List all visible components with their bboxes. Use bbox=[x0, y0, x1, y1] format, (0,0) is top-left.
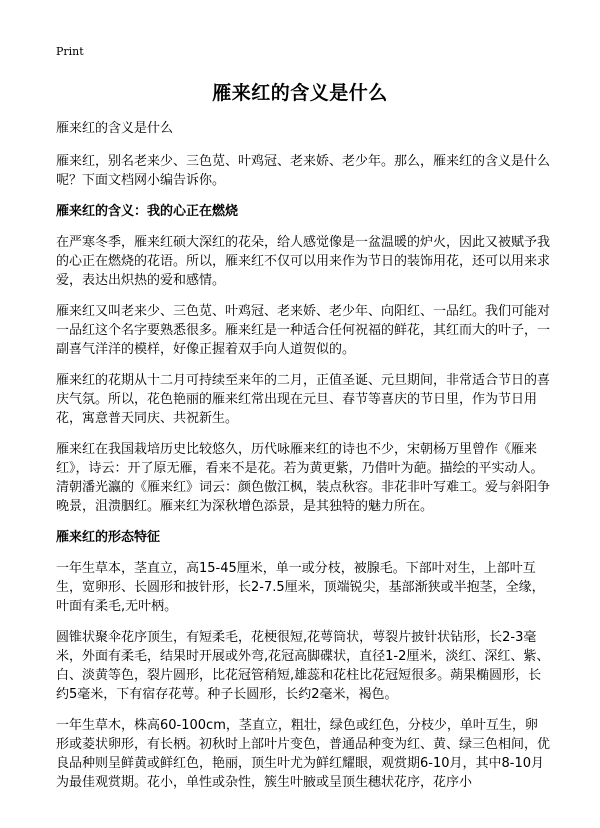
paragraph: 一年生草本，茎直立，高15-45厘米，单一或分枝，被腺毛。下部叶对生，上部叶互生，宽卵形、长圆形和披针形，长2-7.5厘米，顶端锐尖，基部渐狭或半抱茎，全缘，叶面有柔毛,无叶柄。 bbox=[56, 561, 545, 614]
paragraph: 一年生草木，株高60-100cm，茎直立，粗壮，绿色或红色，分枝少，单叶互生，卵形或菱状卵形，有长柄。初秋时上部叶片变色，普通品种变为红、黄、绿三色相间，优良品种则呈鲜黄或鲜红色，艳丽，顶生叶尤为鲜红耀眼，观赏期6-10月，其中8-10月为最佳观赏期。花小，单性或杂性，簇生叶腋或呈顶生穗状花序，花序小 bbox=[56, 718, 551, 790]
section-heading-morphology: 雁来红的形态特征 bbox=[56, 530, 161, 545]
paragraph: 雁来红在我国栽培历史比较悠久，历代咏雁来红的诗也不少，宋朝杨万里曾作《雁来红》，诗云：开了原无雁，看来不是花。若为黄更紫，乃借叶为葩。描绘的平实动人。清朝潘光瀛的《雁来红》词云：颜色傲江枫，装点秋容。非花非叶写难工。爱与斜阳争晚景，沮溃胭红。雁来红为深秋增色添景，是其独特的魅力所在。 bbox=[56, 442, 551, 514]
document-body bbox=[56, 119, 550, 804]
paragraph: 在严寒冬季，雁来红硕大深红的花朵，给人感觉像是一盆温暖的炉火，因此又被赋予我的心正在燃烧的花语。所以，雁来红不仅可以用来作为节日的装饰用花，还可以用来求爱，表达出炽热的爱和感情。 bbox=[56, 235, 551, 288]
document-title: 雁来红的含义是什么 bbox=[212, 82, 388, 104]
section-heading-meaning: 雁来红的含义：我的心正在燃烧 bbox=[56, 204, 239, 219]
paragraph: 圆锥状聚伞花序顶生，有短柔毛，花梗很短,花萼筒状，萼裂片披针状钻形，长2-3毫米，外面有柔毛，结果时开展或外弯,花冠高脚碟状，直径1-2厘米，淡红、深红、紫、白、淡黄等色，裂片圆形，比花冠管稍短,雄蕊和花柱比花冠短很多。蒴果椭圆形，长约5毫米，下有宿存花萼。种子长圆形，长约2毫米，褐色。 bbox=[56, 630, 550, 702]
intro-paragraph: 雁来红，别名老来少、三色苋、叶鸡冠、老来娇、老少年。那么，雁来红的含义是什么呢？下面文档网小编告诉你。 bbox=[56, 154, 551, 188]
print-link[interactable]: Print bbox=[56, 45, 84, 58]
document-subtitle: 雁来红的含义是什么 bbox=[56, 121, 174, 136]
paragraph: 雁来红又叫老来少、三色苋、叶鸡冠、老来娇、老少年、向阳红、一品红。我们可能对一品红这个名字要熟悉很多。雁来红是一种适合任何祝福的鲜花，其红而大的叶子，一副喜气洋洋的模样，好像正握着双手向人道贺似的。 bbox=[56, 304, 551, 357]
paragraph: 雁来红的花期从十二月可持续至来年的二月，正值圣诞、元旦期间，非常适合节日的喜庆气氛。所以，花色艳丽的雁来红常出现在元旦、春节等喜庆的节日里，作为节日用花，寓意普天同庆、共祝新生。 bbox=[56, 373, 551, 426]
